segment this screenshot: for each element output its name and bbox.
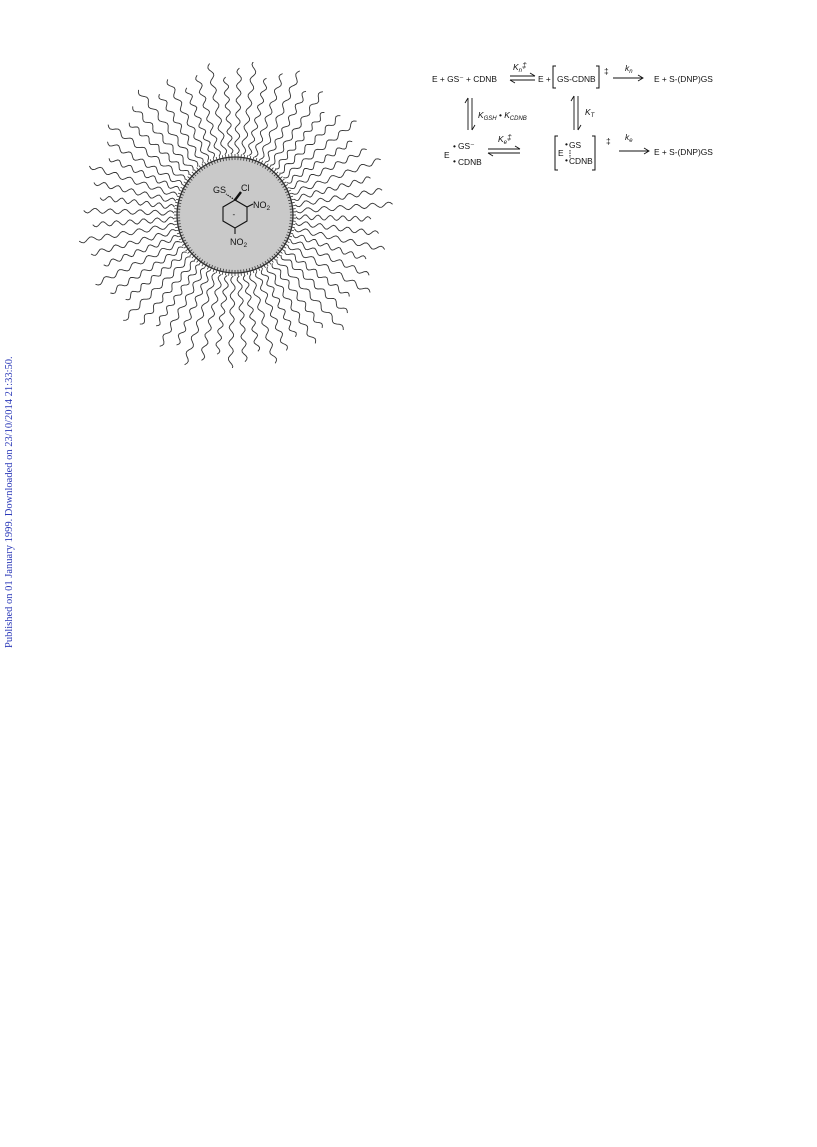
row1-reactants: E + GS⁻ + CDNB (432, 74, 497, 84)
download-notice[interactable] (4, 348, 20, 648)
row2-bullet-cdnb: • (453, 156, 456, 166)
surfactant-tail (288, 245, 370, 292)
surfactant-tail (285, 250, 350, 296)
surfactant-tail (100, 197, 174, 209)
row2-bullet-gs-complex: • (565, 139, 568, 149)
headgroup-mark (224, 158, 227, 159)
row1-complex: GS-CDNB (557, 74, 596, 84)
row2-cdnb: CDNB (458, 157, 482, 167)
surfactant-tail (267, 267, 316, 344)
surfactant-tail (272, 263, 322, 328)
row2-complex-cdnb: CDNB (569, 156, 593, 166)
row1-equilibrium-arrows (510, 73, 535, 83)
headgroup-mark (243, 272, 246, 273)
surfactant-tail (84, 209, 174, 215)
ring-charge: - (232, 210, 236, 219)
row2-rate-constant: $k_e$ (625, 132, 633, 144)
row2-gs-minus: GS⁻ (458, 141, 475, 151)
row1-rate-constant: $k_n$ (625, 63, 633, 75)
gs-label: GS (213, 185, 227, 195)
surfactant-tail (279, 116, 340, 174)
surfactant-tail (126, 252, 187, 300)
surfactant-tail (275, 113, 324, 170)
row2-equilibrium-constant: $K_e\ddagger$ (498, 132, 512, 146)
headgroup-mark (243, 158, 246, 159)
surfactant-tail (123, 257, 190, 321)
tautomer-constant: $K_T$ (585, 107, 595, 119)
surfactant-tail (260, 71, 300, 159)
row1-product: E + S-(DNP)GS (654, 74, 713, 84)
surfactant-tail (242, 62, 256, 155)
no2-para-label: $NO_2$ (230, 237, 248, 249)
headgroup-mark (178, 223, 179, 226)
surfactant-tail (295, 189, 382, 207)
row2-enzyme: E (444, 150, 450, 160)
surfactant-tail (229, 276, 236, 368)
row1-equilibrium-constant: $K_n\ddagger$ (513, 60, 527, 74)
row2-product: E + S-(DNP)GS (654, 147, 713, 157)
left-vertical-arrows (465, 98, 475, 130)
row1-forward-arrow (613, 75, 643, 81)
surfactant-tail (296, 202, 393, 213)
reaction-scheme (424, 58, 744, 178)
row2-complex-gs: GS (569, 140, 582, 150)
surfactant-tail (208, 64, 227, 155)
surfactant-tail (237, 276, 247, 362)
surfactant-tail (283, 121, 356, 178)
surfactant-tail (294, 177, 371, 201)
headgroup-mark (224, 272, 227, 273)
binding-constants: $K_{GSH}$ • $K_{CDNB}$ (478, 110, 527, 122)
surfactant-tail (287, 141, 353, 183)
row2-bullet-gs: • (453, 141, 456, 151)
surfactant-tail (243, 275, 259, 351)
no2-ortho-label: $NO_2$ (253, 200, 271, 212)
row1-dagger: ‡ (604, 66, 609, 76)
row2-bullet-cdnb-complex: • (565, 155, 568, 165)
surfactant-tail (79, 224, 175, 243)
cl-label: Cl (241, 183, 250, 193)
surfactant-tail (296, 215, 371, 221)
right-vertical-arrows (571, 96, 581, 130)
download-notice-link[interactable]: Published on 01 January 1999. Downloaded on 23/10/2014 21:33:50. (4, 356, 15, 648)
surfactant-tail (110, 247, 183, 294)
surfactant-tail (93, 217, 174, 227)
surfactant-tail (294, 229, 384, 250)
row2-forward-arrow (619, 148, 649, 154)
surfactant-tail (224, 77, 234, 154)
row2-complex-enzyme: E (558, 148, 564, 158)
surfactant-tail (216, 276, 228, 355)
row2-equilibrium-arrows (488, 146, 520, 156)
surfactant-tail (185, 273, 216, 365)
micelle-figure (78, 62, 396, 368)
headgroup-mark (292, 223, 293, 226)
headgroup-mark (178, 204, 179, 207)
surfactant-tail (235, 68, 241, 154)
surfactant-tail (133, 106, 194, 170)
surfactant-tail (296, 222, 379, 235)
headgroup-mark (292, 204, 293, 207)
row2-dagger: ‡ (606, 136, 611, 146)
surfactant-tail (129, 123, 189, 175)
surfactant-tail (109, 158, 179, 190)
row1-enzyme-prefix: E + (538, 74, 551, 84)
